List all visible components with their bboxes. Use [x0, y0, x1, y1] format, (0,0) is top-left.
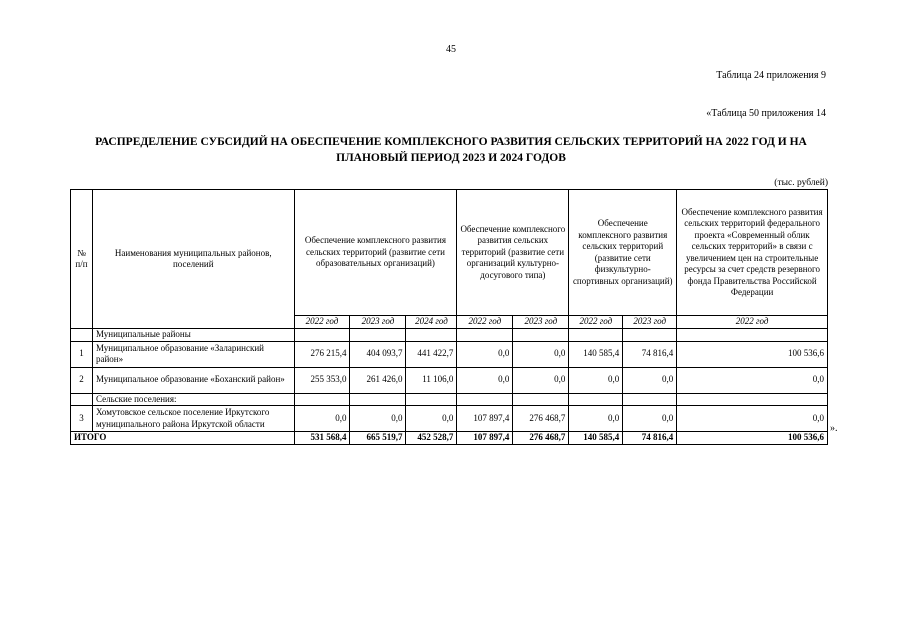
- row-value: 261 426,0: [350, 367, 406, 393]
- header-education: Обеспечение комплексного развития сельских территорий (развитие сети образовательных организаций): [294, 190, 457, 316]
- total-row: [71, 432, 828, 445]
- row-value: 0,0: [569, 406, 623, 432]
- table-row: [71, 367, 828, 393]
- section-label-settlements: Сельские поселения:: [92, 393, 294, 406]
- year-header: 2023 год: [513, 316, 569, 329]
- table-reference: Таблица 24 приложения 9: [716, 70, 826, 81]
- row-value: 0,0: [569, 367, 623, 393]
- row-value: 11 106,0: [406, 367, 457, 393]
- row-value: 0,0: [294, 406, 350, 432]
- total-value: 531 568,4: [294, 432, 350, 445]
- row-value: 0,0: [350, 406, 406, 432]
- subsidies-table: [70, 189, 828, 445]
- header-num: № п/п: [71, 190, 93, 329]
- title-line-2: ПЛАНОВЫЙ ПЕРИОД 2023 И 2024 ГОДОВ: [336, 152, 566, 164]
- row-name: Муниципальное образование «Боханский район»: [92, 367, 294, 393]
- section-row-districts: [71, 329, 828, 342]
- header-modern-look: Обеспечение комплексного развития сельских территорий федерального проекта «Современный облик сельских территорий» в связи с увеличением цен на строительные ресурсы за счет средств резервного фонда Правительства Российской Федерации: [677, 190, 828, 316]
- document-title: [70, 134, 832, 166]
- table-reference-secondary: «Таблица 50 приложения 14: [706, 108, 826, 119]
- row-value: 441 422,7: [406, 341, 457, 367]
- title-line-1: РАСПРЕДЕЛЕНИЕ СУБСИДИЙ НА ОБЕСПЕЧЕНИЕ КОМПЛЕКСНОГО РАЗВИТИЯ СЕЛЬСКИХ ТЕРРИТОРИЙ НА 2022 ГОД И НА: [95, 136, 807, 148]
- row-index: 2: [71, 367, 93, 393]
- row-value: 0,0: [513, 341, 569, 367]
- row-value: 0,0: [406, 406, 457, 432]
- section-row-settlements: [71, 393, 828, 406]
- page-number: 45: [446, 44, 456, 55]
- row-name: Хомутовское сельское поселение Иркутского муниципального района Иркутской области: [92, 406, 294, 432]
- row-value: 74 816,4: [623, 341, 677, 367]
- table-row: [71, 406, 828, 432]
- unit-label: (тыс. рублей): [774, 178, 828, 188]
- year-header: 2022 год: [457, 316, 513, 329]
- total-value: 100 536,6: [677, 432, 828, 445]
- row-value: 0,0: [457, 341, 513, 367]
- row-value: 0,0: [513, 367, 569, 393]
- header-culture: Обеспечение комплексного развития сельских территорий (развитие сети организаций культурно-досугового типа): [457, 190, 569, 316]
- closing-quote-mark: ».: [830, 423, 838, 434]
- year-header: 2022 год: [677, 316, 828, 329]
- row-value: 255 353,0: [294, 367, 350, 393]
- total-value: 665 519,7: [350, 432, 406, 445]
- total-value: 107 897,4: [457, 432, 513, 445]
- header-sport: Обеспечение комплексного развития сельских территорий (развитие сети физкультурно-спортивных организаций): [569, 190, 677, 316]
- row-value: 276 468,7: [513, 406, 569, 432]
- section-label-districts: Муниципальные районы: [92, 329, 294, 342]
- row-value: 107 897,4: [457, 406, 513, 432]
- row-index: 3: [71, 406, 93, 432]
- table-row: [71, 341, 828, 367]
- year-header: 2023 год: [623, 316, 677, 329]
- year-header: 2022 год: [294, 316, 350, 329]
- row-value: 404 093,7: [350, 341, 406, 367]
- total-value: 74 816,4: [623, 432, 677, 445]
- row-name: Муниципальное образование «Заларинский район»: [92, 341, 294, 367]
- row-value: 0,0: [677, 406, 828, 432]
- row-value: 100 536,6: [677, 341, 828, 367]
- row-value: 0,0: [677, 367, 828, 393]
- row-value: 140 585,4: [569, 341, 623, 367]
- row-value: 0,0: [457, 367, 513, 393]
- row-value: 0,0: [623, 406, 677, 432]
- total-value: 276 468,7: [513, 432, 569, 445]
- header-name: Наименования муниципальных районов, поселений: [92, 190, 294, 329]
- year-header: 2023 год: [350, 316, 406, 329]
- total-value: 452 528,7: [406, 432, 457, 445]
- year-header: 2022 год: [569, 316, 623, 329]
- row-index: 1: [71, 341, 93, 367]
- row-value: 0,0: [623, 367, 677, 393]
- year-header: 2024 год: [406, 316, 457, 329]
- total-value: 140 585,4: [569, 432, 623, 445]
- total-label: ИТОГО: [71, 432, 295, 445]
- header-row: [71, 190, 828, 316]
- row-value: 276 215,4: [294, 341, 350, 367]
